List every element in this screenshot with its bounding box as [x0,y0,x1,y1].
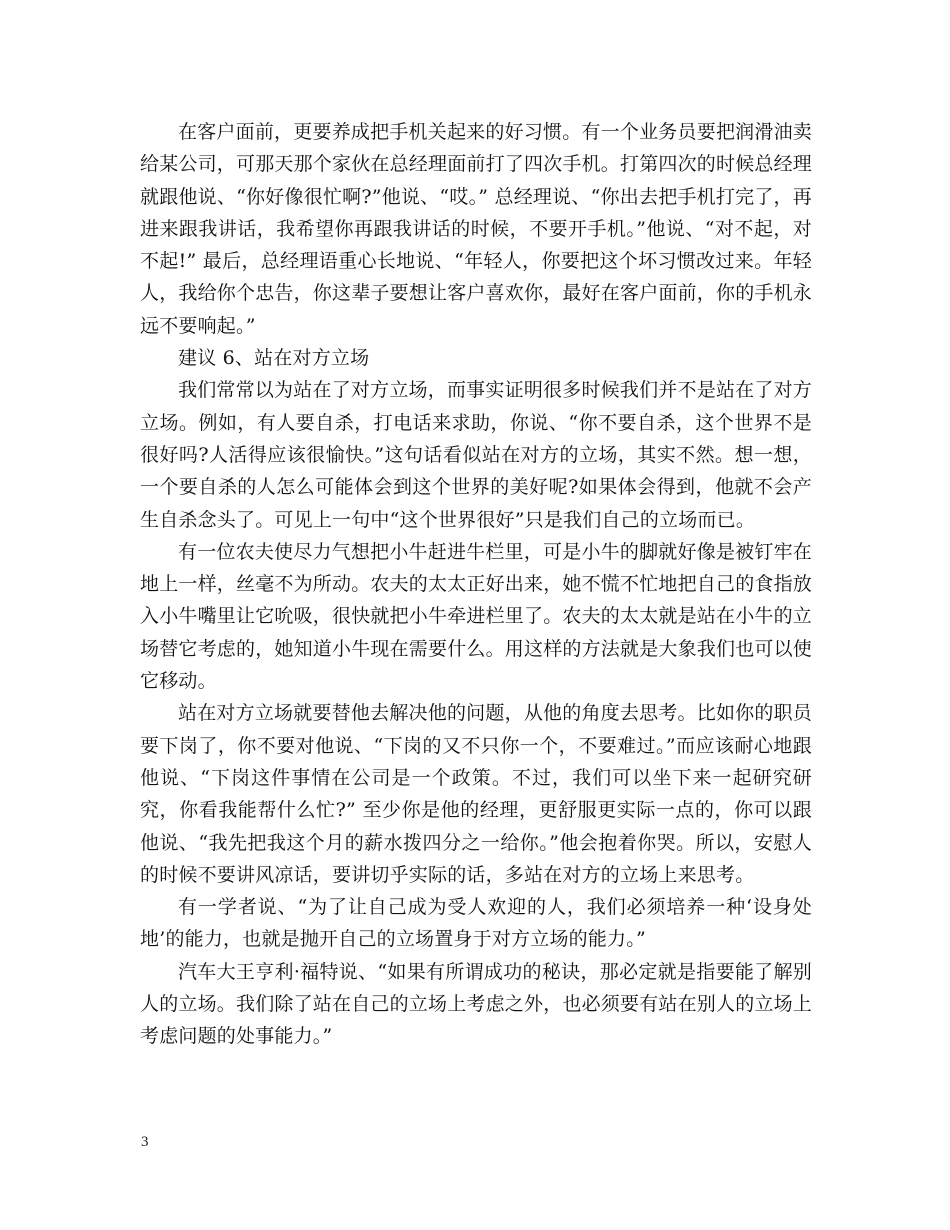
page-number: 3 [141,1134,149,1150]
document-body [140,116,812,1053]
paragraph-scholar-quote: 有一学者说、“为了让自己成为受人欢迎的人，我们必须培养一种‘设身处地’的能力，也就是抛开自己的立场置身于对方立场的能力。” [140,896,812,951]
paragraph-others-perspective: 我们常常以为站在了对方立场，而事实证明很多时候我们并不是站在了对方立场。例如，有人要自杀，打电话来求助，你说、“你不要自杀，这个世界不是很好吗?人活得应该很愉快。”这句话看似站在对方的立场，其实不然。想一想，一个要自杀的人怎么可能体会到这个世界的美好呢?如果体会得到，他就不会产生自杀念头了。可见上一句中“这个世界很好”只是我们自己的立场而已。 [140,379,812,531]
paragraph-ford-quote: 汽车大王亨利·福特说、“如果有所谓成功的秘诀，那必定就是指要能了解别人的立场。我们除了站在自己的立场上考虑之外，也必须要有站在别人的立场上考虑问题的处事能力。” [140,960,813,1048]
paragraph-farmer-calf: 有一位农夫使尽力气想把小牛赶进牛栏里，可是小牛的脚就好像是被钉牢在地上一样，丝毫不为所动。农夫的太太正好出来，她不慌不忙地把自己的食指放入小牛嘴里让它吮吸，很快就把小牛牵进栏里了。农夫的太太就是站在小牛的立场替它考虑的，她知道小牛现在需要什么。用这样的方法就是大象我们也可以使它移动。 [140,540,813,693]
section-heading: 建议 6、站在对方立场 [178,347,370,370]
paragraph-employee-layoff: 站在对方立场就要替他去解决他的问题，从他的角度去思考。比如你的职员要下岗了，你不要对他说、“下岗的又不只你一个，不要难过。”而应该耐心地跟他说、“下岗这件事情在公司是一个政策。不过，我们可以坐下来一起研究研究，你看我能帮什么忙?” 至少你是他的经理，更舒服更实际一点的，你可以跟他说、“我先把我这个月的薪水拨四分之一给你。”他会抱着你哭。所以，安慰人的时候不要讲风凉话，要讲切乎实际的话，多站在对方的立场上来思考。 [140,702,812,886]
paragraph-phone-habit: 在客户面前，更要养成把手机关起来的好习惯。有一个业务员要把润滑油卖给某公司，可那天那个家伙在总经理面前打了四次手机。打第四次的时候总经理就跟他说、“你好像很忙啊?”他说、“哎。” 总经理说、“你出去把手机打完了，再进来跟我讲话，我希望你再跟我讲话的时候，不要开手机。”他说、“对不起，对不起!” 最后，总经理语重心长地说、“年轻人，你要把这个坏习惯改过来。年轻人，我给你个忠告，你这辈子要想让客户喜欢你，最好在客户面前，你的手机永远不要响起。” [140,121,813,337]
